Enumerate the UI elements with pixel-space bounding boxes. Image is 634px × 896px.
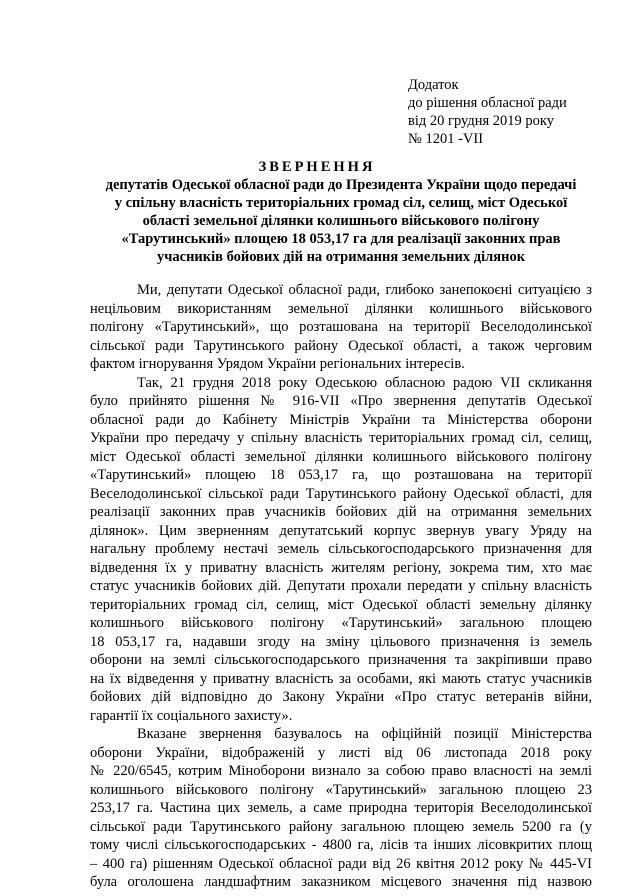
body-line: України про передачу у спільну власність територіальних громад сіл, селищ, bbox=[90, 430, 592, 446]
body-line: на їх відведення у приватну власність за особами, які мають статус учасників bbox=[90, 670, 592, 687]
addendum-block bbox=[408, 76, 567, 148]
body-line: реалізації законних прав учасників бойових дій на отримання земельних bbox=[90, 504, 592, 520]
body-line: «Тарутинський» площею 18 053,17 га, що розташована на території bbox=[90, 467, 592, 483]
document-title: ЗВЕРНЕННЯ bbox=[258, 159, 376, 175]
addendum-number-line: № 1201 -VII bbox=[408, 131, 484, 147]
body-line: сільської ради Тарутинського району загальною площею земель 5200 га (у bbox=[90, 818, 592, 835]
body-line: бойових дій відповідно до Закону України «Про статус ветеранів війни, bbox=[90, 689, 592, 705]
body-line: колишнього військового полігону «Тарутинський» загальною площею bbox=[90, 615, 592, 631]
body-line: нагальну проблему нестачі земель сільськогосподарського призначення для bbox=[90, 541, 592, 557]
body-line: 18 053,17 га, надавши згоду на зміну цільового призначення із земель bbox=[90, 633, 592, 650]
addendum-label: Додаток bbox=[408, 77, 459, 93]
body-line: територіальних громад сіл, селищ, міст Одеської області земельну ділянку bbox=[90, 596, 592, 613]
body-line: гарантії їх соціального захисту». bbox=[90, 707, 293, 724]
body-line: ділянок». Цим зверненням депутатський корпус звернув увагу Уряду на bbox=[90, 522, 592, 539]
body-line: Так, 21 грудня 2018 року Одеською обласною радою VII скликання bbox=[137, 374, 592, 391]
subtitle-line: «Тарутинський» площею 18 053,17 га для реалізації законних прав bbox=[121, 231, 561, 247]
subtitle-line: депутатів Одеської обласної ради до Президента України щодо передачі bbox=[105, 177, 577, 193]
document-body bbox=[90, 281, 592, 892]
body-line: сільської ради Тарутинського району Одеської області, а також черговим bbox=[90, 337, 592, 354]
subtitle-line: учасників бойових дій на отримання земельних ділянок bbox=[156, 249, 526, 265]
body-line: колишнього військового полігону «Тарутинський» загальною площею 23 bbox=[90, 781, 592, 798]
subtitle-line: області земельної ділянки колишнього військового полігону bbox=[142, 213, 540, 229]
addendum-date-line: від 20 грудня 2019 року bbox=[408, 113, 554, 129]
body-line: 253,17 га. Частина цих земель, а саме природна територія Веселодолинської bbox=[90, 800, 592, 816]
body-line: обласної ради до Кабінету Міністрів України та Міністерства оборони bbox=[90, 411, 592, 428]
body-line: Ми, депутати Одеської обласної ради, глибоко занепокоєні ситуацією з bbox=[137, 282, 592, 298]
body-line: статус учасників бойових дій. Депутати прохали передати у спільну власність bbox=[90, 578, 592, 594]
body-line: нецільовим використанням земельної ділянки колишнього військового bbox=[90, 300, 592, 317]
addendum-decision-line: до рішення обласної ради bbox=[408, 95, 567, 111]
body-line: тому числі сільськогосподарських - 4800 га, лісів та інших лісовкритих площ bbox=[90, 837, 592, 853]
body-line: № 220/6545, котрим Міноборони визнало за собою право власності на землі bbox=[90, 763, 592, 779]
body-line: оборони на землі сільськогосподарського призначення та закріпивши право bbox=[90, 652, 592, 668]
subtitle-line: у спільну власність територіальних громад сіл, селищ, міст Одеської bbox=[114, 195, 568, 211]
body-line: була оголошена ландшафтним заказником місцевого значення під назвою bbox=[90, 874, 592, 890]
body-line: Вказане звернення базувалось на офіційній позиції Міністерства bbox=[137, 726, 592, 742]
body-line: оборони України, відображеній у листі від 06 листопада 2018 року bbox=[90, 744, 592, 761]
body-line: було прийнято рішення № 916-VII «Про звернення депутатів Одеської bbox=[90, 393, 592, 409]
body-line: відведення їх у приватну власність жителям регіону, зокрема тим, хто має bbox=[90, 559, 592, 576]
body-line: фактом ігнорування Урядом України регіональних інтересів. bbox=[90, 356, 465, 372]
body-line: полігону «Тарутинський», що розташована на території Веселодолинської bbox=[90, 319, 592, 335]
body-line: міст Одеської області земельної ділянки колишнього військового полігону bbox=[90, 448, 592, 465]
body-line: Веселодолинської сільської ради Тарутинського району Одеської області, для bbox=[90, 485, 592, 502]
document-subtitle bbox=[90, 176, 592, 266]
body-line: – 400 га) рішенням Одеської обласної ради від 26 квітня 2012 року № 445-VI bbox=[90, 855, 592, 872]
